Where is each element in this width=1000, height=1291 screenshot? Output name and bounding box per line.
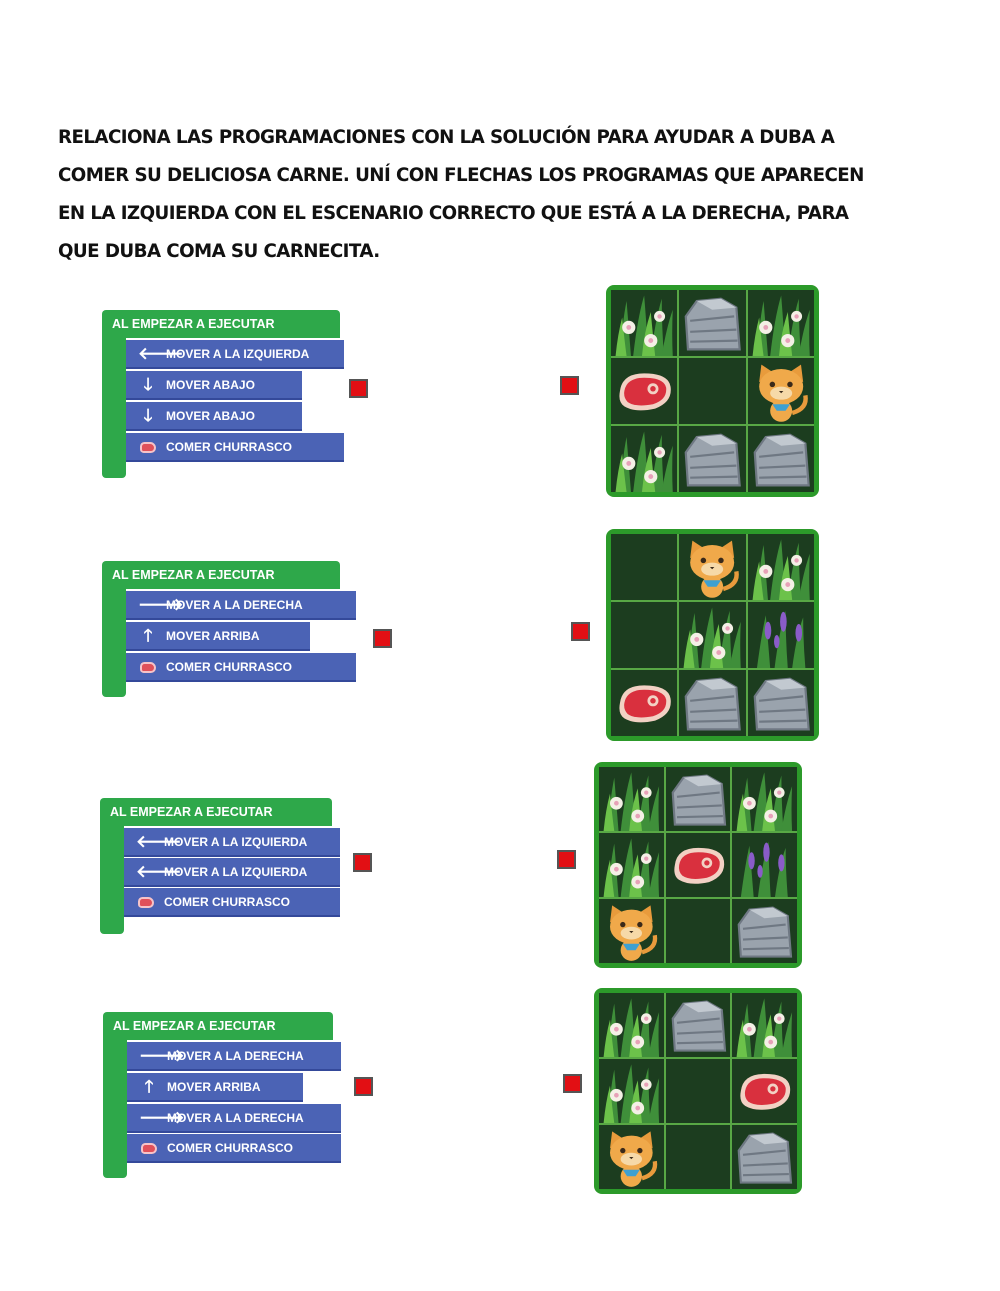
lavender-tile bbox=[732, 833, 797, 897]
rock-tile bbox=[666, 993, 731, 1057]
block-label: MOVER A LA IZQUIERDA bbox=[166, 347, 310, 361]
program-4-marker[interactable] bbox=[354, 1077, 373, 1096]
cat-tile bbox=[599, 899, 664, 963]
scene-2-marker[interactable] bbox=[571, 622, 590, 641]
code-block[interactable] bbox=[127, 1104, 341, 1133]
empty-tile bbox=[666, 899, 731, 963]
program-hat: AL EMPEZAR A EJECUTAR bbox=[103, 1012, 333, 1040]
program-body bbox=[100, 826, 124, 934]
code-block[interactable] bbox=[124, 828, 340, 857]
scene-4[interactable] bbox=[594, 988, 802, 1194]
code-block[interactable] bbox=[126, 340, 344, 369]
code-block[interactable] bbox=[126, 371, 302, 400]
program-body bbox=[102, 338, 126, 478]
meat-icon bbox=[138, 653, 158, 682]
arrow-left-icon: 🡐 bbox=[138, 344, 184, 363]
block-label: MOVER A LA DERECHA bbox=[166, 598, 303, 612]
code-block[interactable] bbox=[126, 622, 310, 651]
meat-icon bbox=[138, 433, 158, 462]
meat-tile bbox=[666, 833, 731, 897]
empty-tile bbox=[679, 358, 745, 424]
block-label: MOVER A LA IZQUIERDA bbox=[164, 835, 308, 849]
rock-tile bbox=[732, 899, 797, 963]
program-hat: AL EMPEZAR A EJECUTAR bbox=[102, 310, 340, 338]
arrow-left-icon: 🡐 bbox=[136, 832, 182, 851]
meat-icon bbox=[139, 1134, 159, 1163]
cat-tile bbox=[679, 534, 745, 600]
scene-3[interactable] bbox=[594, 762, 802, 968]
flowers-tile bbox=[748, 534, 814, 600]
block-label: COMER CHURRASCO bbox=[166, 440, 292, 454]
code-block[interactable] bbox=[127, 1042, 341, 1071]
program-2 bbox=[102, 561, 372, 701]
meat-tile bbox=[611, 358, 677, 424]
block-label: MOVER A LA DERECHA bbox=[167, 1111, 304, 1125]
cat-tile bbox=[748, 358, 814, 424]
flowers-tile bbox=[732, 767, 797, 831]
empty-tile bbox=[666, 1125, 731, 1189]
lavender-tile bbox=[748, 602, 814, 668]
code-block[interactable] bbox=[127, 1134, 341, 1163]
program-3-marker[interactable] bbox=[353, 853, 372, 872]
scene-2[interactable] bbox=[606, 529, 819, 741]
program-body bbox=[103, 1040, 127, 1178]
block-label: MOVER ARRIBA bbox=[166, 629, 260, 643]
flowers-tile bbox=[599, 833, 664, 897]
code-block[interactable] bbox=[124, 858, 340, 887]
code-block[interactable] bbox=[126, 433, 344, 462]
arrow-down-icon: 🡓 bbox=[143, 406, 153, 425]
rock-tile bbox=[679, 426, 745, 492]
flowers-tile bbox=[599, 1059, 664, 1123]
code-block[interactable] bbox=[127, 1073, 303, 1102]
block-label: MOVER A LA IZQUIERDA bbox=[164, 865, 308, 879]
arrow-right-icon: 🡒 bbox=[138, 595, 184, 614]
meat-icon bbox=[136, 888, 156, 917]
arrow-right-icon: 🡒 bbox=[139, 1108, 185, 1127]
cat-tile bbox=[599, 1125, 664, 1189]
arrow-right-icon: 🡒 bbox=[139, 1046, 185, 1065]
program-4 bbox=[103, 1012, 363, 1182]
program-3 bbox=[100, 798, 360, 938]
program-2-marker[interactable] bbox=[373, 629, 392, 648]
block-label: COMER CHURRASCO bbox=[166, 660, 292, 674]
arrow-up-icon: 🡑 bbox=[143, 626, 153, 645]
scene-1[interactable] bbox=[606, 285, 819, 497]
code-block[interactable] bbox=[126, 653, 356, 682]
empty-tile bbox=[611, 602, 677, 668]
empty-tile bbox=[666, 1059, 731, 1123]
code-block[interactable] bbox=[124, 888, 340, 917]
flowers-tile bbox=[599, 993, 664, 1057]
meat-tile bbox=[611, 670, 677, 736]
flowers-tile bbox=[748, 290, 814, 356]
block-label: MOVER ABAJO bbox=[166, 409, 255, 423]
flowers-tile bbox=[611, 290, 677, 356]
block-label: COMER CHURRASCO bbox=[164, 895, 290, 909]
program-body bbox=[102, 589, 126, 697]
flowers-tile bbox=[732, 993, 797, 1057]
scene-3-marker[interactable] bbox=[557, 850, 576, 869]
block-label: MOVER ARRIBA bbox=[167, 1080, 261, 1094]
program-1 bbox=[102, 310, 362, 480]
rock-tile bbox=[679, 290, 745, 356]
flowers-tile bbox=[679, 602, 745, 668]
block-label: COMER CHURRASCO bbox=[167, 1141, 293, 1155]
meat-tile bbox=[732, 1059, 797, 1123]
arrow-up-icon: 🡑 bbox=[144, 1077, 154, 1096]
arrow-down-icon: 🡓 bbox=[143, 375, 153, 394]
rock-tile bbox=[679, 670, 745, 736]
block-label: MOVER A LA DERECHA bbox=[167, 1049, 304, 1063]
code-block[interactable] bbox=[126, 402, 302, 431]
block-label: MOVER ABAJO bbox=[166, 378, 255, 392]
program-hat: AL EMPEZAR A EJECUTAR bbox=[102, 561, 340, 589]
program-hat: AL EMPEZAR A EJECUTAR bbox=[100, 798, 332, 826]
rock-tile bbox=[732, 1125, 797, 1189]
instructions-text: RELACIONA LAS PROGRAMACIONES CON LA SOLUCIÓN PARA AYUDAR A DUBA A COMER SU DELICIOSA CARNE. UNÍ CON FLECHAS LOS PROGRAMAS QUE APARECEN EN LA IZQUIERDA CON EL ESCENARIO CORRECTO QUE ESTÁ A LA DERECHA, PARA QUE DUBA COMA SU CARNECITA. bbox=[58, 126, 864, 262]
rock-tile bbox=[748, 670, 814, 736]
flowers-tile bbox=[611, 426, 677, 492]
scene-1-marker[interactable] bbox=[560, 376, 579, 395]
flowers-tile bbox=[599, 767, 664, 831]
arrow-left-icon: 🡐 bbox=[136, 862, 182, 881]
rock-tile bbox=[666, 767, 731, 831]
rock-tile bbox=[748, 426, 814, 492]
empty-tile bbox=[611, 534, 677, 600]
code-block[interactable] bbox=[126, 591, 356, 620]
scene-4-marker[interactable] bbox=[563, 1074, 582, 1093]
program-1-marker[interactable] bbox=[349, 379, 368, 398]
